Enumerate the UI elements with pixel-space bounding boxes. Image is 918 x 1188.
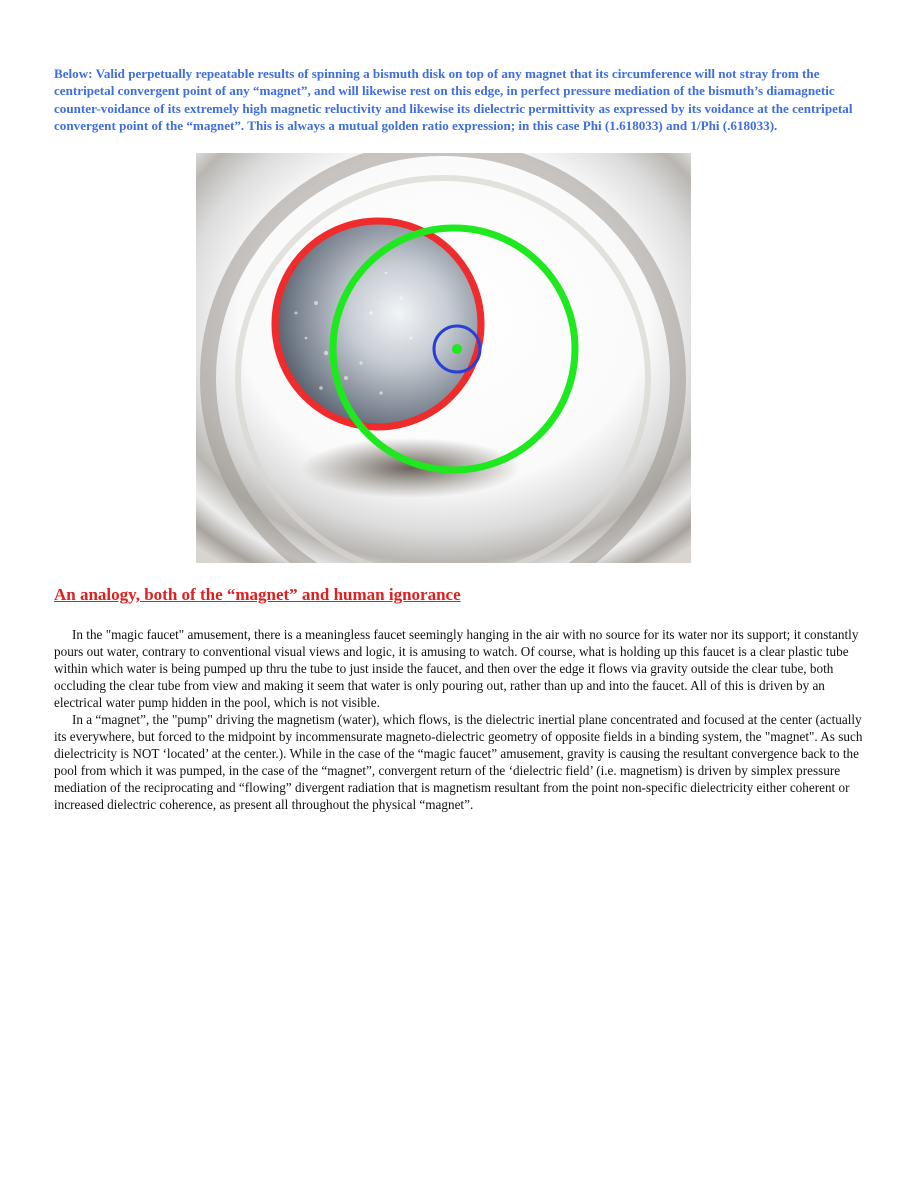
body-text <box>54 626 864 813</box>
green-center-dot <box>452 344 462 354</box>
paragraph-1: In the "magic faucet" amusement, there is a meaningless faucet seemingly hanging in the air with no source for its water nor its support; it constantly pours out water, contrary to conventional visual views and logic, it is amusing to watch. Of course, what is holding up this faucet is a clear plastic tube within which water is being pumped up thru the tube to just inside the faucet, and then over the edge it flows via gravity outside the clear tube, both occluding the clear tube from view and making it seem that water is only pouring out, rather than up and into the faucet. All of this is driven by an electrical water pump hidden in the pool, which is not visible. <box>54 627 859 710</box>
paragraph-2: In a “magnet”, the "pump" driving the magnetism (water), which flows, is the dielectric inertial plane concentrated and focused at the center (actually its everywhere, but forced to the midpoint by incommensurate magneto-dielectric geometry of opposite fields in a binding system, the "magnet". As such dielectricity is NOT ‘located’ at the center.). While in the case of the “magic faucet” amusement, gravity is causing the resultant convergence back to the pool from which it was pumped, in the case of the “magnet”, convergent return of the ‘dielectric field’ (i.e. magnetism) is driven by simplex pressure mediation of the reciprocating and “flowing” divergent radiation that is magnetism resultant from the point non-specific dielectricity either coherent or increased dielectric coherence, as present all throughout the physical “magnet”. <box>54 712 863 812</box>
section-heading: An analogy, both of the “magnet” and human ignorance <box>54 585 461 604</box>
bismuth-disk-photo <box>196 153 691 563</box>
figure-caption: Below: Valid perpetually repeatable results of spinning a bismuth disk on top of any magnet that its circumference will not stray from the centripetal convergent point of any “magnet”, and will likewise rest on this edge, in perfect pressure mediation of the bismuth’s diamagnetic counter-voidance of its extremely high magnetic reluctivity and likewise its dielectric permittivity as expressed by its voidance at the centripetal convergent point of the “magnet”. This is always a mutual golden ratio expression; in this case Phi (1.618033) and 1/Phi (.618033). <box>54 66 853 134</box>
